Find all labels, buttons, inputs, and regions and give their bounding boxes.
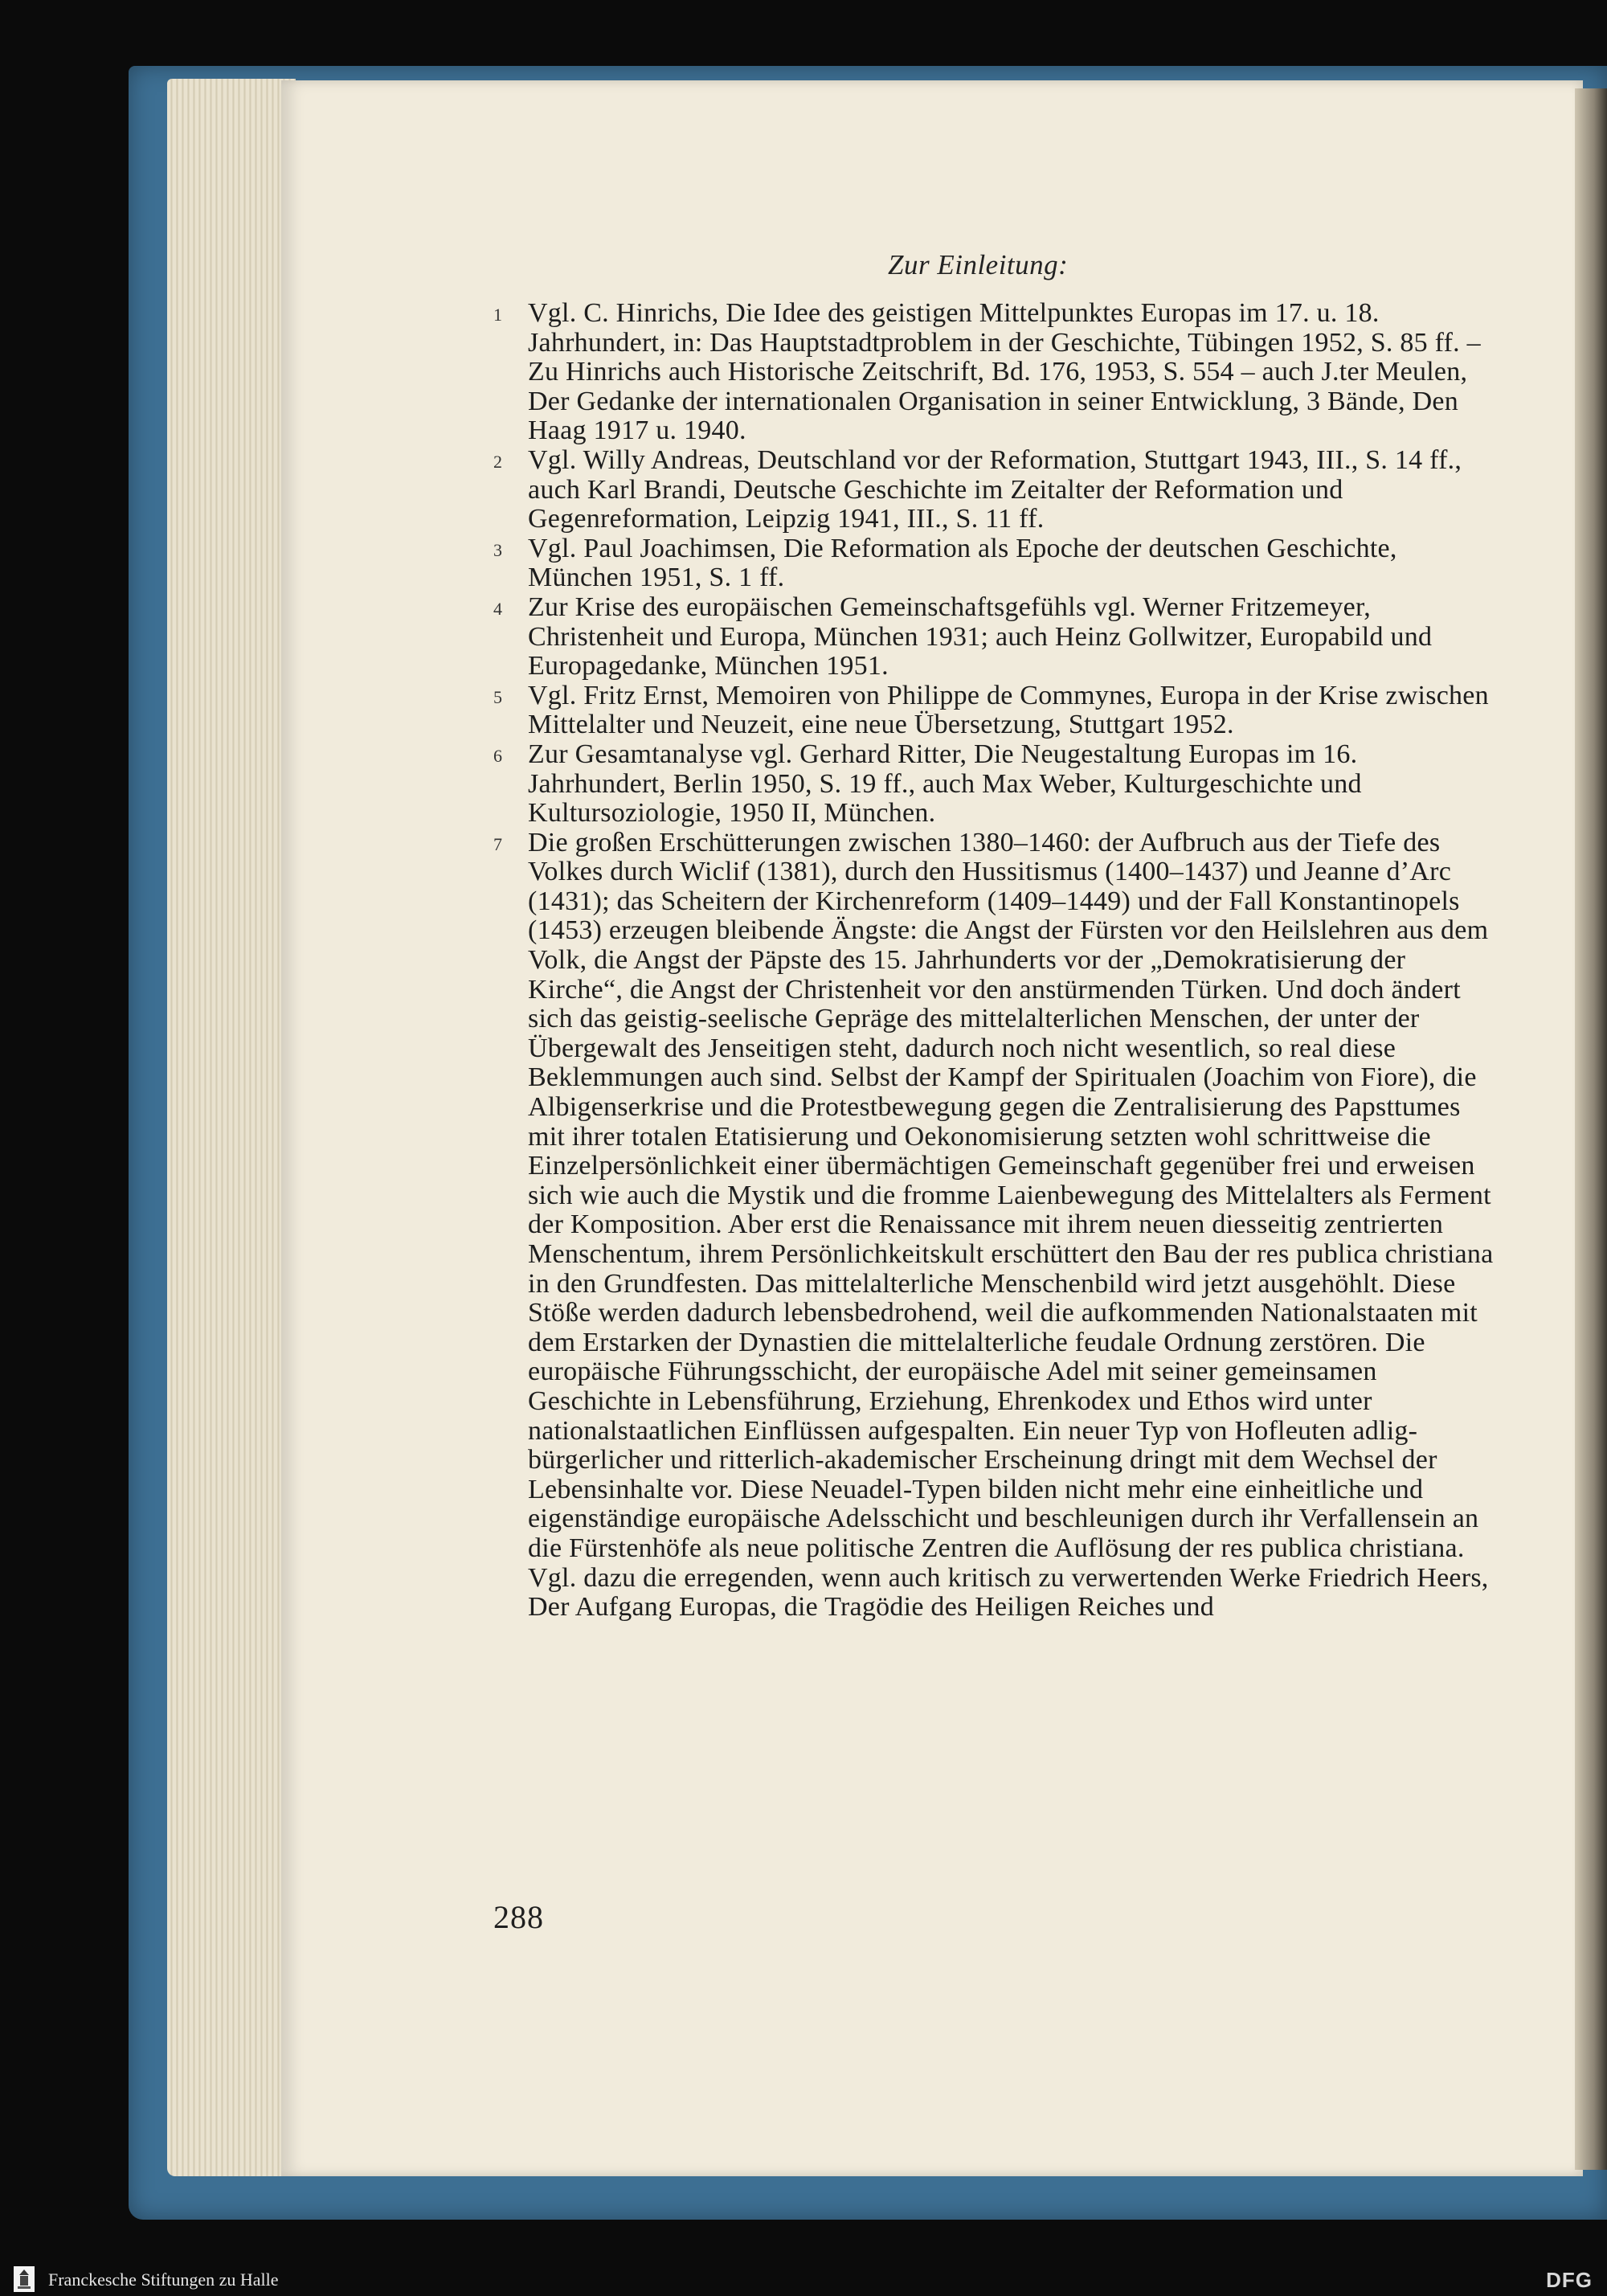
footnote-number: 4 (493, 598, 503, 619)
footnote-number: 1 (493, 305, 503, 325)
footnote-text: Die großen Erschütterungen zwischen 1380–1460: der Aufbruch aus der Tiefe des Volkes durch Wiclif (1381), durch den Hussitismus (1400–1437) und Jeanne d’Arc (1431); das Scheitern der Kirchenreform (1409–1449) und der Fall Konstantinopels (1453) erzeugen bleibende Ängste: die Angst der Fürsten vor den Heilslehren aus dem Volk, die Angst der Päpste des 15. Jahrhunderts vor der „Demokratisierung der Kirche“, die Angst der Christenheit vor den anstürmenden Türken. Und doch ändert sich das geistig-seelische Gepräge des mittelalterlichen Menschen, der unter der Übergewalt des Jenseitigen steht, dadurch noch nicht wesentlich, so real diese Beklemmungen auch sind. Selbst der Kampf der Spiritualen (Joachim von Fiore), die Albigenserkrise und die Protestbewegung gegen die Zentralisierung des Papsttumes mit ihrer totalen Etatisierung und Oekonomisierung setzten wohl schrittweise die Einzelpersönlichkeit einer übermächtigen Gemeinschaft gegenüber frei und erweisen sich wie auch die Mystik und die fromme Laienbewegung des Mittelalters als Ferment der Komposition. Aber erst die Renaissance mit ihrem neuen diesseitig zentrierten Menschentum, ihrem Persönlichkeitskult erschüttert den Bau der res publica christiana in den Grundfesten. Das mittelalterliche Menschenbild wird jetzt ausgehöhlt. Diese Stöße werden dadurch lebensbedrohend, weil die aufkommenden Nationalstaaten mit dem Erstarken der Dynastien die mittelalterliche feudale Ordnung zerstören. Die europäische Führungsschicht, der europäische Adel mit seiner gemeinsamen Geschichte in Lebensführung, Erziehung, Ehrenkodex und Ethos wird unter nationalstaatlichen Einflüssen aufgespalten. Ein neuer Typ von Hofleuten adlig-bürgerlicher und ritterlich-akademischer Erscheinung dringt mit dem Wechsel der Lebensinhalte vor. Diese Neuadel-Typen bilden nicht mehr eine einheitliche und eigenständige europäische Adelsschicht und beschleunigen durch ihr Verfallensein an die Fürstenhöfe als neue politische Zentren die Auflösung der res publica christiana. Vgl. dazu die erregenden, wenn auch kritisch zu verwertenden Werke Friedrich Heers, Der Aufgang Europas, die Tragödie des Heiligen Reiches und (528, 827, 1494, 1623)
footnote-text: Vgl. Fritz Ernst, Memoiren von Philippe de Commynes, Europa in der Krise zwischen Mittelalter und Neuzeit, eine neue Übersetzung, Stuttgart 1952. (528, 680, 1489, 740)
footnote (490, 534, 1495, 593)
footnote (490, 299, 1495, 446)
footnote (490, 593, 1495, 681)
footnote (490, 740, 1495, 829)
footnote-number: 2 (493, 451, 503, 472)
institution-name: Franckesche Stiftungen zu Halle (48, 2269, 279, 2290)
footnote-number: 7 (493, 833, 503, 854)
running-header: Zur Einleitung: (888, 249, 1069, 280)
footnote (490, 446, 1495, 534)
footnote-number: 3 (493, 539, 503, 560)
footnote (490, 681, 1495, 740)
footnote-number: 5 (493, 686, 503, 707)
footnote-number: 6 (493, 745, 503, 766)
footnote-text: Zur Gesamtanalyse vgl. Gerhard Ritter, Die Neugestaltung Europas im 16. Jahrhundert, Berlin 1950, S. 19 ff., auch Max Weber, Kulturgeschichte und Kultursoziologie, 1950 II, München. (528, 739, 1362, 829)
institution-logo-icon (11, 2265, 37, 2294)
page-edges (167, 79, 296, 2176)
dfg-logo: DFG (1546, 2268, 1593, 2292)
footnote-text: Vgl. C. Hinrichs, Die Idee des geistigen Mittelpunktes Europas im 17. u. 18. Jahrhundert, in: Das Hauptstadtproblem in der Geschichte, Tübingen 1952, S. 85 ff. – Zu Hinrichs auch Historische Zeitschrift, Bd. 176, 1953, S. 554 – auch J.ter Meulen, Der Gedanke der internationalen Organisation in seiner Entwicklung, 3 Bände, Den Haag 1917 u. 1940. (528, 298, 1481, 446)
page-number: 288 (493, 1899, 544, 1935)
footnote (490, 829, 1495, 1623)
footnotes (490, 299, 1495, 1623)
footnote-text: Zur Krise des europäischen Gemeinschaftsgefühls vgl. Werner Fritzemeyer, Christenheit und Europa, München 1931; auch Heinz Gollwitzer, Europabild und Europagedanke, München 1951. (528, 591, 1433, 681)
footnote-text: Vgl. Paul Joachimsen, Die Reformation als Epoche der deutschen Geschichte, München 1951, S. 1 ff. (528, 533, 1397, 593)
footnote-text: Vgl. Willy Andreas, Deutschland vor der Reformation, Stuttgart 1943, III., S. 14 ff., auch Karl Brandi, Deutsche Geschichte im Zeitalter der Reformation und Gegenreformation, Leipzig 1941, III., S. 11 ff. (528, 444, 1462, 534)
book-gutter (1575, 88, 1607, 2170)
